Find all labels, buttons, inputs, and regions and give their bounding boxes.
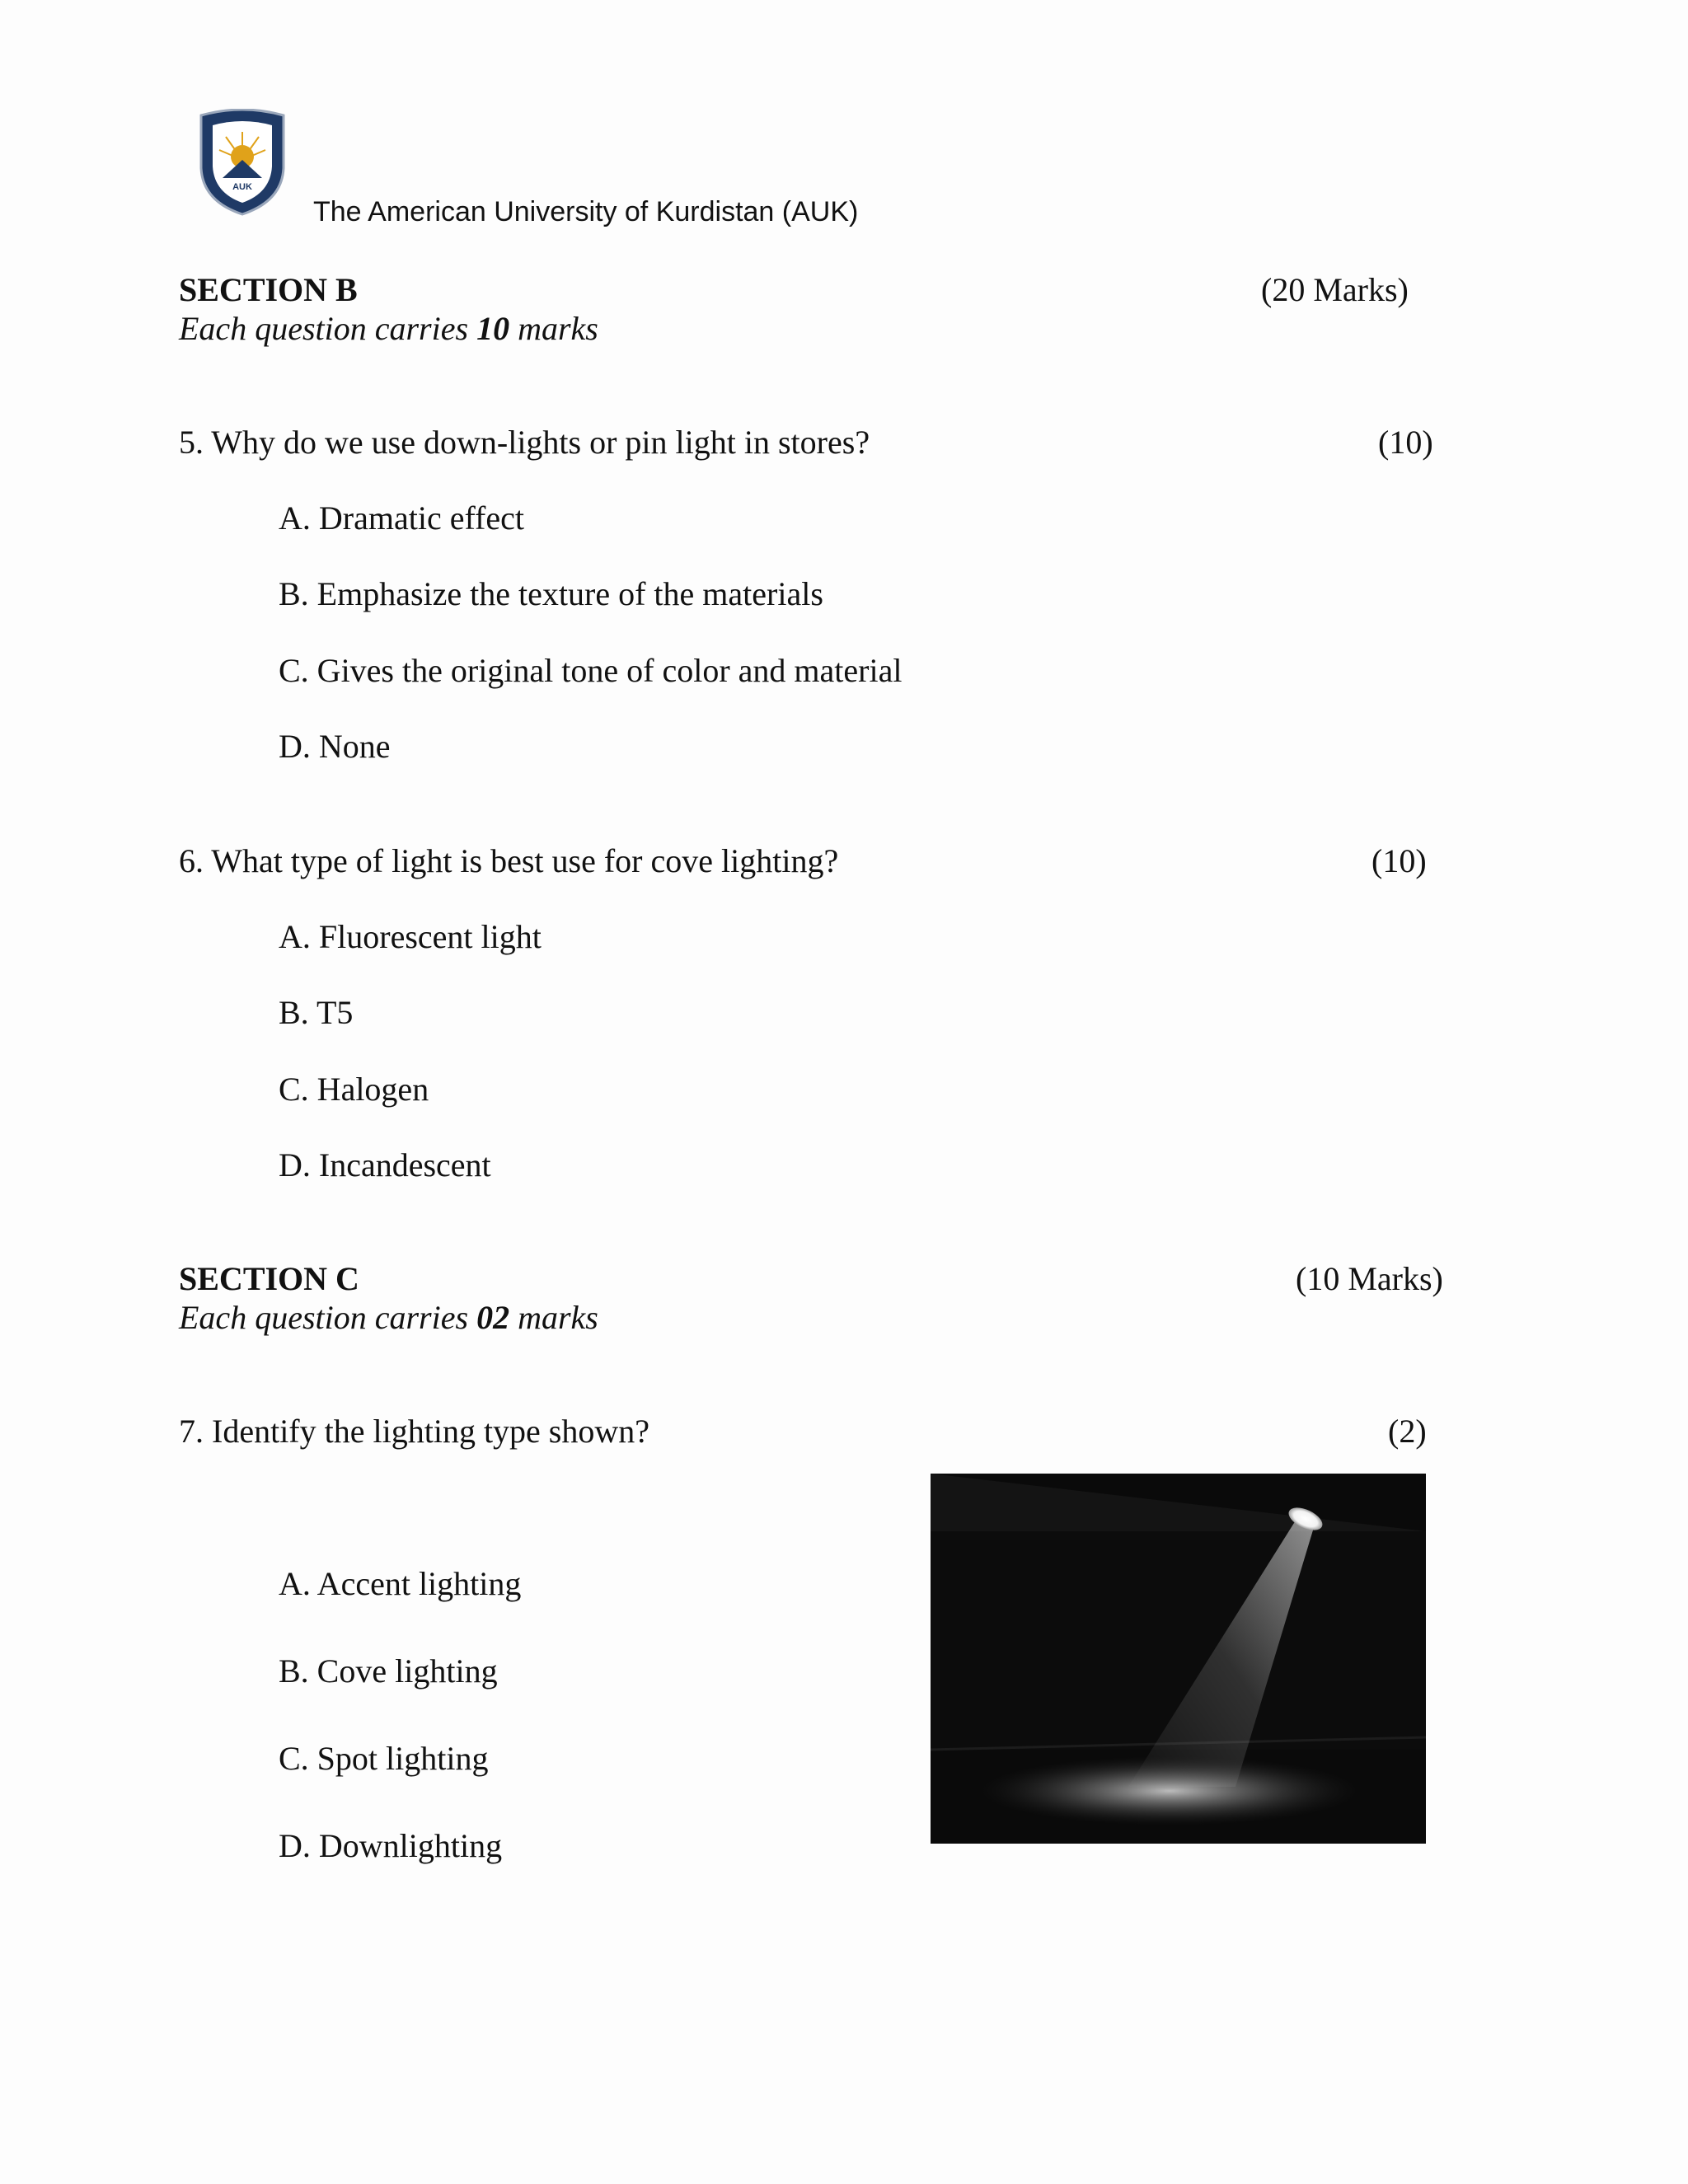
- section-b-marks: (20 Marks): [1261, 271, 1409, 308]
- section-b-subtitle: Each question carries 10 marks: [179, 310, 598, 347]
- q6-option-c[interactable]: C. Halogen: [279, 1071, 429, 1108]
- section-b-title: SECTION B: [179, 271, 358, 308]
- q6-option-a[interactable]: A. Fluorescent light: [279, 918, 542, 955]
- q5-option-c[interactable]: C. Gives the original tone of color and material: [279, 652, 903, 689]
- section-c-subtitle: Each question carries 02 marks: [179, 1299, 598, 1336]
- spotlight-photo: [931, 1474, 1426, 1844]
- q7-option-b[interactable]: B. Cove lighting: [279, 1652, 498, 1690]
- q7-option-c[interactable]: C. Spot lighting: [279, 1740, 489, 1777]
- question-5: 5. Why do we use down-lights or pin light in stores?: [179, 424, 870, 461]
- question-6-marks: (10): [1372, 842, 1427, 879]
- question-7: 7. Identify the lighting type shown?: [179, 1413, 650, 1450]
- university-logo: [193, 109, 292, 216]
- q7-option-d[interactable]: D. Downlighting: [279, 1827, 503, 1864]
- svg-text:AUK: AUK: [232, 182, 252, 192]
- q6-option-b[interactable]: B. T5: [279, 994, 354, 1031]
- question-6: 6. What type of light is best use for cove lighting?: [179, 842, 839, 879]
- q6-option-d[interactable]: D. Incandescent: [279, 1146, 491, 1183]
- q5-option-d[interactable]: D. None: [279, 728, 391, 765]
- section-c-marks: (10 Marks): [1296, 1260, 1443, 1297]
- q5-option-a[interactable]: A. Dramatic effect: [279, 499, 524, 537]
- university-name: The American University of Kurdistan (AUK): [313, 196, 859, 227]
- section-c-title: SECTION C: [179, 1260, 359, 1297]
- question-5-marks: (10): [1378, 424, 1433, 461]
- question-7-marks: (2): [1388, 1413, 1427, 1450]
- q7-option-a[interactable]: A. Accent lighting: [279, 1565, 522, 1602]
- q5-option-b[interactable]: B. Emphasize the texture of the materials: [279, 575, 823, 612]
